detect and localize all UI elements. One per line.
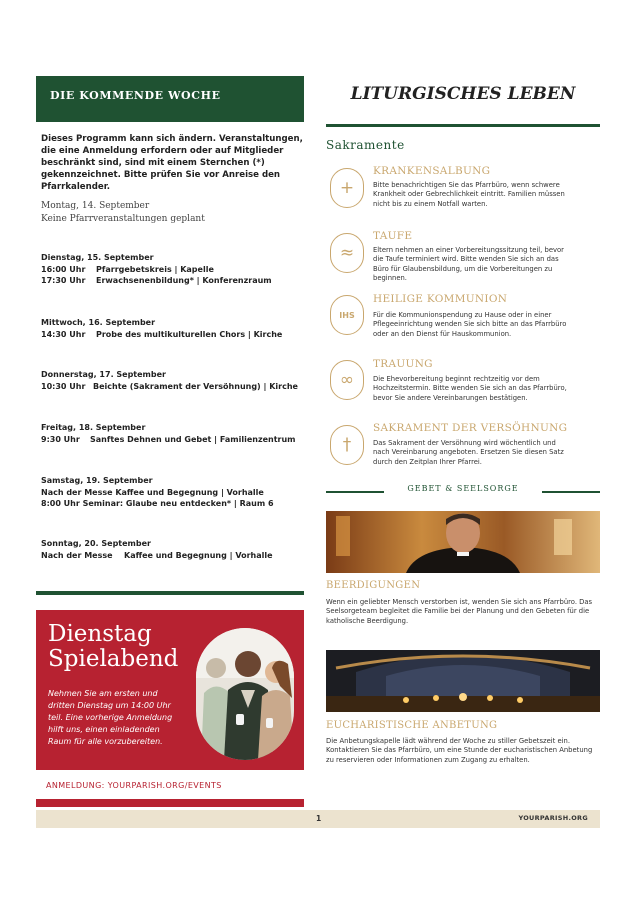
event-row: 8:00 Uhr Seminar: Glaube neu entdecken* | Raum 6 [41, 499, 274, 508]
day-note: Keine Pfarrveranstaltungen geplant [41, 214, 205, 224]
prayer-heading: GEBET & SEELSORGE [407, 484, 519, 493]
event-row [41, 434, 303, 446]
event-row [41, 329, 303, 341]
divider [326, 124, 600, 127]
event-title: Sanftes Dehnen und Gebet | Familienzentrum [90, 434, 296, 444]
event-time: Nach der Messe [41, 550, 113, 560]
event-title: Beichte (Sakrament der Versöhnung) | Kirche [93, 381, 298, 391]
event-row: Nach der Messe Kaffee und Begegnung | Vorhalle [41, 487, 264, 497]
sacrament-title: KRANKENSALBUNG [373, 165, 491, 177]
event-time: 16:00 Uhr [41, 264, 86, 274]
water-icon: ≈ [330, 233, 364, 273]
day-block-thursday [41, 369, 303, 392]
sacrament-text: Bitte benachrichtigen Sie das Pfarrbüro, wenn schwere Krankheit oder Gebrechlichkeit eintritt. Familien müssen nicht bis zu einem Notfall warten. [373, 181, 565, 208]
event-title: Kaffee und Begegnung | Vorhalle [124, 550, 273, 560]
event-row [41, 381, 303, 393]
adoration-title: EUCHARISTISCHE ANBETUNG [326, 720, 498, 731]
funeral-text: Wenn ein geliebter Mensch verstorben ist, wenden Sie sich ans Pfarrbüro. Das Seelsorgeteam begleitet die Familie bei der Planung und den Gebeten für die katholische Beerdigung. [326, 598, 593, 625]
page-footer [36, 810, 600, 828]
sacrament-text: Das Sakrament der Versöhnung wird wöchentlich und nach Vereinbarung angeboten. Ersetzen Sie diesen Satz durch den Zeitplan Ihrer Pfarrei. [373, 439, 564, 466]
day-date: Freitag, 18. September [41, 423, 146, 432]
sacrament-text: Eltern nehmen an einer Vorbereitungssitzung teil, bevor die Taufe terminiert wird. Bitte wenden Sie sich an das Büro für Glaubensbildung, um die Vorbereitungen zu beginnen. [373, 246, 564, 282]
chapel-photo [326, 650, 600, 712]
funeral-title: BEERDIGUNGEN [326, 580, 421, 591]
day-block-sunday [41, 538, 303, 561]
day-block-tuesday [41, 252, 303, 287]
game-night-photo [196, 628, 294, 760]
event-row [41, 550, 303, 562]
event-time: 17:30 Uhr [41, 276, 86, 285]
game-night-title: Dienstag Spielabend [48, 621, 179, 672]
day-date: Dienstag, 15. September [41, 253, 154, 262]
plus-icon: + [330, 168, 364, 208]
game-night-panel [36, 610, 304, 770]
day-date: Donnerstag, 17. September [41, 370, 166, 379]
ihs-icon: IHS [330, 295, 364, 335]
event-time: 14:30 Uhr [41, 329, 86, 339]
day-date: Samstag, 19. September [41, 476, 153, 485]
event-title: Pfarrgebetskreis | Kapelle [96, 264, 214, 274]
game-night-text: Nehmen Sie am ersten und dritten Dienstag um 14:00 Uhr teil. Eine vorherige Anmeldung hilft uns, einen einladenden Raum für alle vorzubereiten. [48, 689, 173, 746]
monday-block [41, 200, 303, 226]
sacrament-title: HEILIGE KOMMUNION [373, 293, 508, 305]
day-date: Montag, 14. September [41, 201, 150, 211]
week-header [36, 76, 304, 122]
day-date: Mittwoch, 16. September [41, 318, 156, 327]
accent-strip [36, 799, 304, 807]
adoration-text: Die Anbetungskapelle lädt während der Woche zu stiller Gebetszeit ein. Kontaktieren Sie das Pfarrbüro, um eine Stunde der eucharistischen Anbetung zu reservieren oder Informationen zum Zugang zu erhalten. [326, 737, 593, 764]
day-block-friday [41, 422, 303, 445]
event-row [41, 275, 303, 287]
sacrament-title: TAUFE [373, 230, 413, 242]
event-time: 10:30 Uhr [41, 381, 86, 391]
divider [326, 491, 384, 493]
priest-photo [326, 511, 600, 573]
divider [36, 591, 304, 595]
sacrament-text: Für die Kommunionspendung zu Hause oder in einer Pflegeeinrichtung wenden Sie sich bitte an das Pfarrbüro oder an den Dienst für Hauskommunion. [373, 311, 567, 338]
footer-website[interactable]: YOURPARISH.ORG [518, 814, 588, 822]
registration-link[interactable]: ANMELDUNG: YOURPARISH.ORG/EVENTS [46, 781, 222, 790]
sacraments-heading: Sakramente [326, 138, 405, 152]
event-time: 9:30 Uhr [41, 434, 80, 444]
day-date: Sonntag, 20. September [41, 539, 151, 548]
schedule-intro: Dieses Programm kann sich ändern. Veranstaltungen, die eine Anmeldung erfordern oder auf Mitglieder beschränkt sind, sind mit einem Sternchen (*) gekennzeichnet. Bitte prüfen Sie vor Anreise den Pfarrkalender. [41, 134, 303, 192]
sacrament-title: SAKRAMENT DER VERSÖHNUNG [373, 422, 568, 434]
page-number: 1 [316, 814, 322, 823]
event-row [41, 264, 303, 276]
day-block-saturday [41, 475, 303, 510]
event-title: Erwachsenenbildung* | Konferenzraum [96, 276, 272, 285]
divider [542, 491, 600, 493]
cross-icon: † [330, 425, 364, 465]
week-header-title: DIE KOMMENDE WOCHE [50, 89, 221, 102]
sacrament-text: Die Ehevorbereitung beginnt rechtzeitig vor dem Hochzeitstermin. Bitte wenden Sie sich an das Pfarrbüro, bevor Sie andere Vereinbarungen bestätigen. [373, 375, 567, 402]
day-block-wednesday [41, 317, 303, 340]
rings-icon: ∞ [330, 360, 364, 400]
event-title: Probe des multikulturellen Chors | Kirche [96, 329, 283, 339]
sacrament-title: TRAUUNG [373, 358, 433, 370]
liturgical-title: LITURGISCHES LEBEN [350, 84, 576, 104]
